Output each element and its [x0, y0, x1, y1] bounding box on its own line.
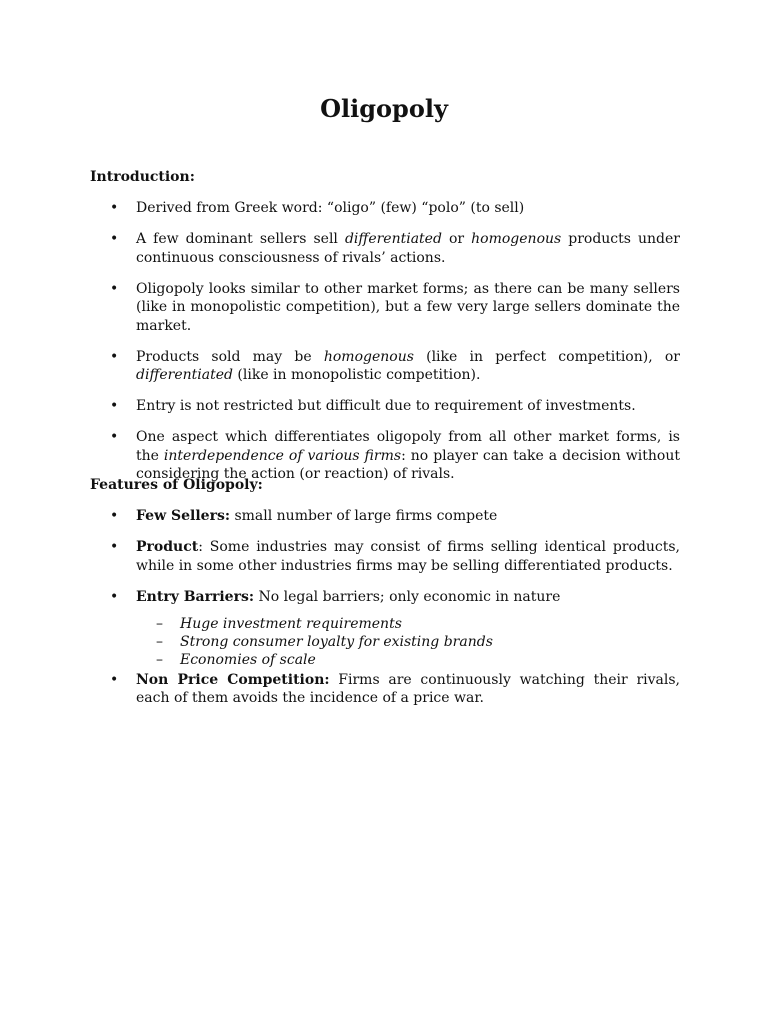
- features-list: [90, 507, 680, 606]
- sub-item-text: Huge investment requirements: [180, 615, 402, 632]
- bullet-marker: •: [110, 200, 119, 216]
- list-item: [90, 538, 680, 575]
- bullet-marker: •: [110, 588, 119, 605]
- text-run: products under continuous consciousness of rivals’ actions.: [136, 231, 680, 266]
- bullet-marker: •: [110, 231, 119, 247]
- sub-list-item: [90, 615, 680, 633]
- list-item: [90, 588, 680, 607]
- italic-text: differentiated: [136, 367, 233, 383]
- dash-marker: –: [156, 615, 163, 632]
- dash-marker: –: [156, 651, 163, 668]
- text-run: Firms are continuously watching their rivals, each of them avoids the incidence of a price war.: [136, 671, 680, 706]
- text-run: One aspect which differentiates oligopoly from all other market forms, is the: [136, 429, 680, 464]
- introduction-heading: Introduction:: [90, 169, 195, 185]
- features-list-continued: [90, 671, 680, 708]
- sub-item-text: Economies of scale: [180, 651, 316, 668]
- features-heading: Features of Oligopoly:: [90, 477, 263, 493]
- text-run: A few dominant sellers sell: [136, 231, 345, 247]
- dash-marker: –: [156, 633, 163, 650]
- text-run: Oligopoly looks similar to other market forms; as there can be many sellers (like in monopolistic competition), but a few very large sellers dominate the market.: [136, 280, 680, 334]
- italic-text: differentiated: [344, 231, 442, 247]
- bold-label: Product: [136, 539, 199, 555]
- features-section: [90, 476, 680, 720]
- bold-label: Few Sellers:: [136, 508, 230, 524]
- bullet-marker: •: [110, 348, 119, 365]
- sub-list-item: [90, 651, 680, 669]
- list-item: [90, 230, 680, 267]
- bullet-marker: •: [110, 508, 119, 524]
- list-item: [90, 507, 680, 526]
- text-run: (like in perfect competition), or: [413, 348, 680, 365]
- text-run: : Some industries may consist of firms selling identical products, while in some other industries firms may be selling differentiated products.: [136, 539, 680, 574]
- sub-list-item: [90, 633, 680, 651]
- list-item: [90, 671, 680, 708]
- bullet-marker: •: [110, 671, 119, 688]
- entry-barriers-sublist: [90, 615, 680, 669]
- italic-text: homogenous: [323, 348, 414, 365]
- introduction-section: [90, 168, 680, 496]
- list-item: [90, 280, 680, 336]
- list-item: [90, 348, 680, 385]
- italic-text: homogenous: [471, 231, 562, 247]
- bullet-marker: •: [110, 429, 119, 445]
- page-title: Oligopoly: [320, 94, 448, 123]
- text-run: No legal barriers; only economic in nature: [254, 588, 561, 605]
- bold-label: Non Price Competition:: [136, 671, 330, 688]
- bullet-marker: •: [110, 398, 119, 414]
- text-run: Entry is not restricted but difficult due to requirement of investments.: [136, 398, 636, 414]
- bullet-marker: •: [110, 280, 119, 297]
- list-item: [90, 397, 680, 416]
- text-run: Products sold may be: [136, 348, 324, 365]
- italic-text: interdependence of various firms: [163, 447, 402, 464]
- bullet-marker: •: [110, 539, 119, 555]
- text-run: or: [441, 231, 472, 247]
- list-item: [90, 199, 680, 218]
- text-run: (like in monopolistic competition).: [232, 367, 481, 383]
- text-run: : no player can take a decision without considering the action (or reaction) of rivals.: [136, 447, 680, 482]
- text-run: Derived from Greek word: “oligo” (few) “polo” (to sell): [136, 200, 525, 216]
- introduction-list: [90, 199, 680, 484]
- bold-label: Entry Barriers:: [136, 588, 255, 605]
- sub-item-text: Strong consumer loyalty for existing brands: [180, 633, 493, 650]
- text-run: small number of large firms compete: [230, 508, 498, 524]
